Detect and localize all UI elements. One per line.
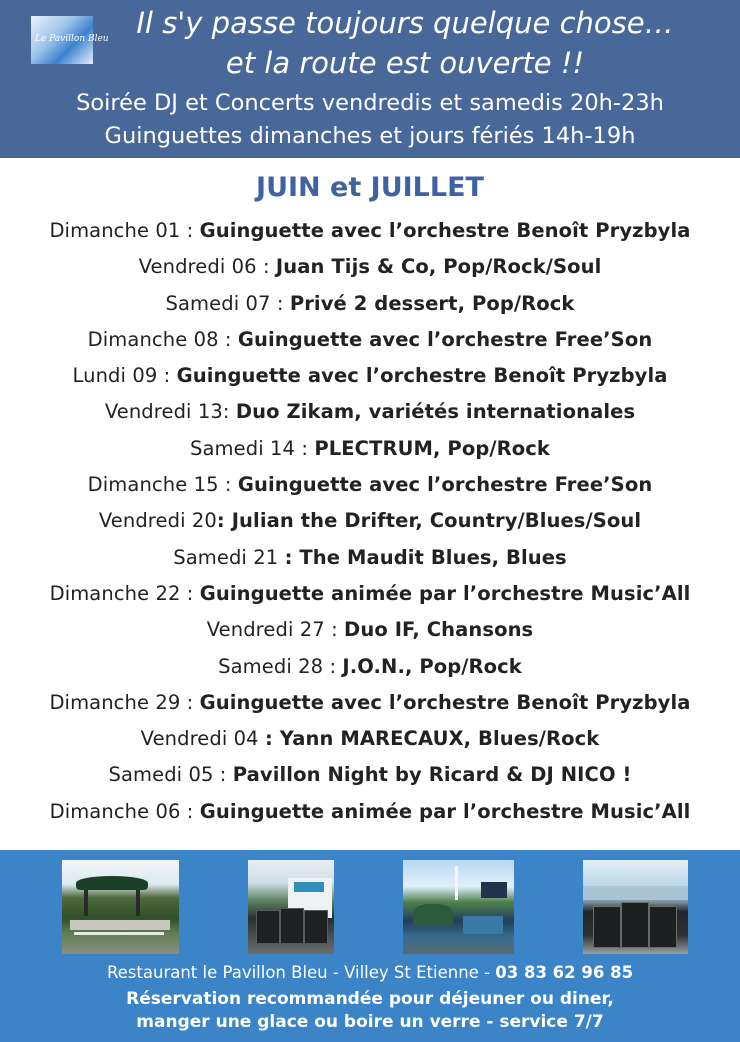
event-day: Dimanche 06 : <box>49 799 200 823</box>
event-title: Guinguette animée par l’orchestre Music’All <box>199 581 691 605</box>
event-day: Dimanche 01 : <box>49 219 200 242</box>
event-row <box>0 359 740 395</box>
event-day: Vendredi 27 : <box>206 618 345 642</box>
event-title: : Julian the Drifter, Country/Blues/Soul <box>216 509 642 533</box>
event-row <box>0 323 740 359</box>
event-title: Guinguette avec l’orchestre Benoît Pryzbyla <box>199 219 691 242</box>
event-day: Vendredi 13: <box>104 400 236 424</box>
event-row <box>0 395 740 431</box>
event-list <box>0 214 740 831</box>
header-banner <box>0 0 740 158</box>
event-day: Dimanche 15 : <box>87 473 238 497</box>
event-row <box>0 686 740 722</box>
garden-photo <box>403 860 514 954</box>
event-row <box>0 250 740 286</box>
event-row <box>0 287 740 323</box>
reservation-line-2: manger une glace ou boire un verre - service 7/7 <box>136 1012 604 1032</box>
event-title: PLECTRUM, Pop/Rock <box>314 436 550 460</box>
event-title: Pavillon Night by Ricard & DJ NICO ! <box>232 763 632 787</box>
event-day: Vendredi 04 <box>140 727 265 751</box>
event-day: Samedi 14 : <box>190 436 315 460</box>
event-title: Guinguette avec l’orchestre Benoît Pryzbyla <box>176 364 668 388</box>
footer-band <box>0 850 740 1042</box>
event-title: Juan Tijs & Co, Pop/Rock/Soul <box>275 255 602 279</box>
event-title: Privé 2 dessert, Pop/Rock <box>289 291 575 315</box>
event-day: Samedi 28 : <box>218 654 343 678</box>
event-row <box>0 432 740 468</box>
event-row <box>0 577 740 613</box>
event-row <box>0 722 740 758</box>
event-row <box>0 613 740 649</box>
event-day: Lundi 09 : <box>72 364 177 388</box>
event-title: : The Maudit Blues, Blues <box>284 545 567 569</box>
event-day: Samedi 21 <box>173 545 285 569</box>
event-row <box>0 795 740 831</box>
reservation-line-1: Réservation recommandée pour déjeuner ou diner, <box>126 989 614 1009</box>
event-day: Samedi 07 : <box>165 291 290 315</box>
event-row <box>0 650 740 686</box>
event-title: Guinguette avec l’orchestre Benoît Pryzbyla <box>199 690 691 714</box>
event-row <box>0 214 740 250</box>
event-title: Guinguette avec l’orchestre Free’Son <box>237 327 653 351</box>
contact-line <box>0 960 740 986</box>
event-day: Samedi 05 : <box>108 763 233 787</box>
event-row <box>0 504 740 540</box>
event-row <box>0 758 740 794</box>
event-row <box>0 541 740 577</box>
event-day: Dimanche 22 : <box>49 581 200 605</box>
terrace-photo <box>62 860 179 954</box>
hours-guinguettes: Guinguettes dimanches et jours fériés 14h-19h <box>104 123 636 149</box>
logo-text: Le Pavillon Bleu <box>35 34 109 44</box>
event-row <box>0 468 740 504</box>
event-title: Guinguette animée par l’orchestre Music’All <box>199 799 691 823</box>
event-title: Duo IF, Chansons <box>344 618 534 642</box>
tagline-line-2: et la route est ouverte !! <box>225 46 585 80</box>
kiosk-photo <box>248 860 334 954</box>
event-title: Guinguette avec l’orchestre Free’Son <box>237 473 653 497</box>
month-title: JUIN et JUILLET <box>256 172 484 203</box>
event-day: Dimanche 29 : <box>49 690 200 714</box>
lake-photo <box>583 860 688 954</box>
restaurant-address: Restaurant le Pavillon Bleu - Villey St Etienne - <box>106 963 496 982</box>
hours-concerts: Soirée DJ et Concerts vendredis et samedis 20h-23h <box>76 90 664 116</box>
event-title: J.O.N., Pop/Rock <box>342 654 522 678</box>
tagline-line-1: Il s'y passe toujours quelque chose… <box>136 6 674 40</box>
event-title: Duo Zikam, variétés internationales <box>235 400 636 424</box>
event-day: Vendredi 06 : <box>138 255 276 279</box>
event-day: Dimanche 08 : <box>87 327 238 351</box>
event-day: Vendredi 20 <box>98 509 217 533</box>
event-title: : Yann MARECAUX, Blues/Rock <box>265 727 600 751</box>
phone-number[interactable]: 03 83 62 96 85 <box>495 963 634 982</box>
